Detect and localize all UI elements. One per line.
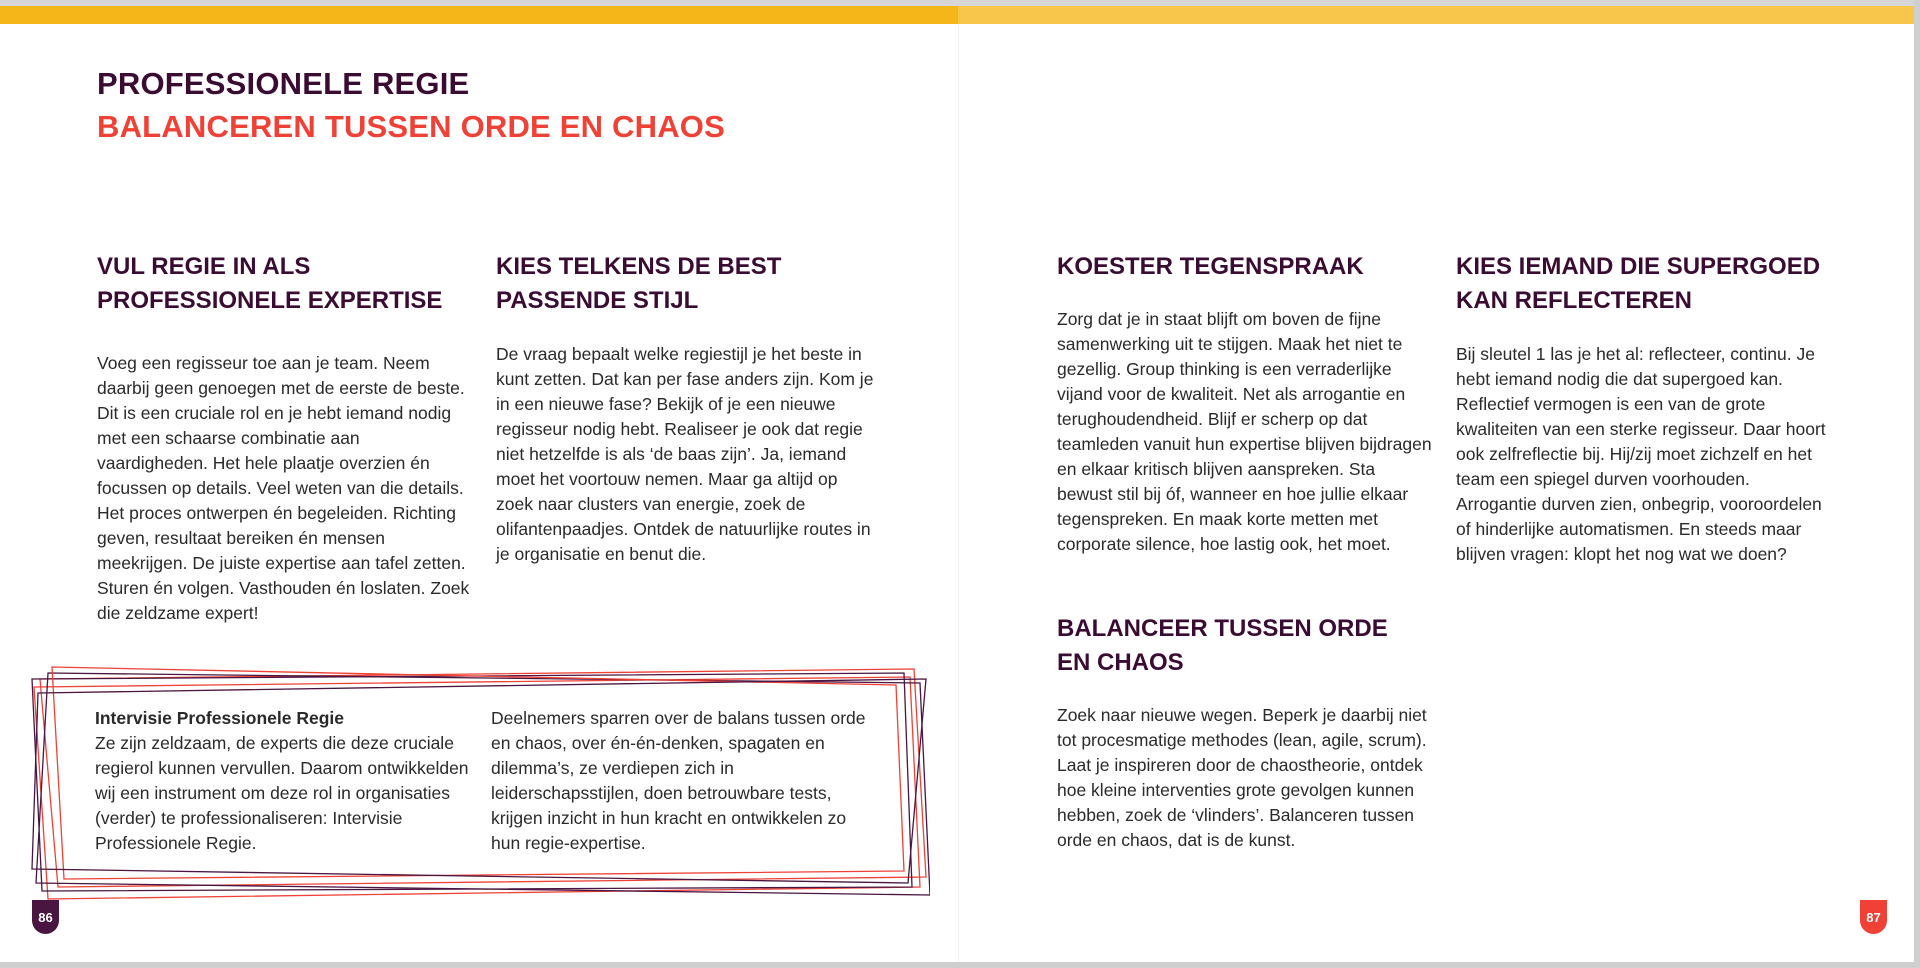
heading-text: TEGENSPRAAK (1173, 253, 1364, 280)
accent-bar-right (958, 6, 1918, 24)
section-heading-kies-stijl (496, 250, 796, 318)
section-body-kies-reflecteren: Bij sleutel 1 las je het al: reflecteer, continu. Je hebt iemand nodig die dat supergoed kan. Reflectief vermogen is een van de grote kwaliteiten van een sterke regisseur. Daar hoort ook zelfreflectie bij. Hij/zij moet zichzelf en het team een spiegel durven voorhouden. Arrogantie durven zien, onbegrip, vooroordelen of hinderlijke automatismen. En steeds maar blijven vragen: klopt het nog wat we doen? (1456, 344, 1826, 564)
section-body-balanceer: Zoek naar nieuwe wegen. Beperk je daarbij niet tot procesmatige methodes (lean, agile, scrum). Laat je inspireren door de chaostheorie, ontdek hoe kleine interventies grote gevolgen kunnen hebben, zoek de ‘vlinders’. Balanceren tussen orde en chaos, dat is de kunst. (1057, 705, 1427, 850)
heading-keyword: VUL (97, 253, 145, 280)
section-heading-balanceer (1057, 612, 1427, 680)
heading-text: TELKENS DE BEST PASSENDE STIJL (496, 253, 782, 314)
page-gutter (958, 24, 959, 964)
heading-text: TUSSEN ORDE EN CHAOS (1057, 615, 1388, 676)
spread-edge-right (1914, 0, 1920, 968)
section-body-kies-stijl: De vraag bepaalt welke regiestijl je het beste in kunt zetten. Dat kan per fase anders zijn. Kom je in een nieuwe fase? Bekijk of je een nieuwe regisseur nodig hebt. Realiseer je ook dat regie niet hetzelfde is als ‘de baas zijn’. Ja, iemand moet het voortouw nemen. Maar ga altijd op zoek naar clusters van energie, zoek de olifantenpaadjes. Ontdek de natuurlijke routes in je organisatie en benut die. (496, 344, 874, 564)
section-heading-kies-reflecteren (1456, 250, 1826, 318)
page-title: PROFESSIONELE REGIE (97, 66, 470, 101)
heading-text: REGIE IN ALS PROFESSIONELE EXPERTISE (97, 253, 443, 314)
callout-text-left: Ze zijn zeldzaam, de experts die deze cruciale regierol kunnen vervullen. Daarom ontwikkelden wij een instrument om deze rol in organisaties (verder) te professionaliseren: Intervisie Professionele Regie. (95, 733, 469, 853)
section-body-koester: Zorg dat je in staat blijft om boven de fijne samenwerking uit te stijgen. Maak het niet te gezellig. Group thinking is een verraderlijke vijand voor de kwaliteit. Net als arrogantie en terughoudendheid. Blijf er scherp op dat teamleden vanuit hun expertise blijven bijdragen en elkaar kritisch blijven aanspreken. Sta bewust stil bij óf, wanneer en hoe jullie elkaar tegenspreken. En maak korte metten met corporate silence, hoe lastig ook, het moet. (1057, 309, 1432, 554)
section-heading-vul (97, 250, 457, 318)
section-heading-koester (1057, 250, 1437, 284)
callout-title: Intervisie Professionele Regie (95, 708, 344, 728)
heading-keyword: KOESTER (1057, 253, 1174, 280)
heading-text: IEMAND DIE SUPERGOED KAN REFLECTEREN (1456, 253, 1821, 314)
callout-text-right: Deelnemers sparren over de balans tussen orde en chaos, over én-én-denken, spagaten en dilemma’s, ze verdiepen zich in leiderschapsstijlen, doen betrouwbare tests, krijgen inzicht in hun kracht en ontwikkelen zo hun regie-expertise. (491, 708, 866, 853)
heading-keyword: KIES (496, 253, 553, 280)
spread-edge-bottom (0, 962, 1920, 968)
page-number-right: 87 (1860, 900, 1887, 934)
heading-keyword: KIES (1456, 253, 1513, 280)
page-subtitle: BALANCEREN TUSSEN ORDE EN CHAOS (97, 109, 725, 144)
section-body-vul: Voeg een regisseur toe aan je team. Neem daarbij geen genoegen met de eerste de beste. Dit is een cruciale rol en je hebt iemand nodig met een schaarse combinatie aan vaardigheden. Het hele plaatje overzien én focussen op details. Veel weten van die details. Het proces ontwerpen én begeleiden. Richting geven, resultaat bereiken én mensen meekrijgen. De juiste expertise aan tafel zetten. Sturen én volgen. Vasthouden én loslaten. Zoek die zeldzame expert! (97, 353, 470, 623)
heading-keyword: BALANCEER (1057, 615, 1208, 642)
page-number-left: 86 (32, 900, 59, 934)
accent-bar-left (0, 6, 958, 24)
